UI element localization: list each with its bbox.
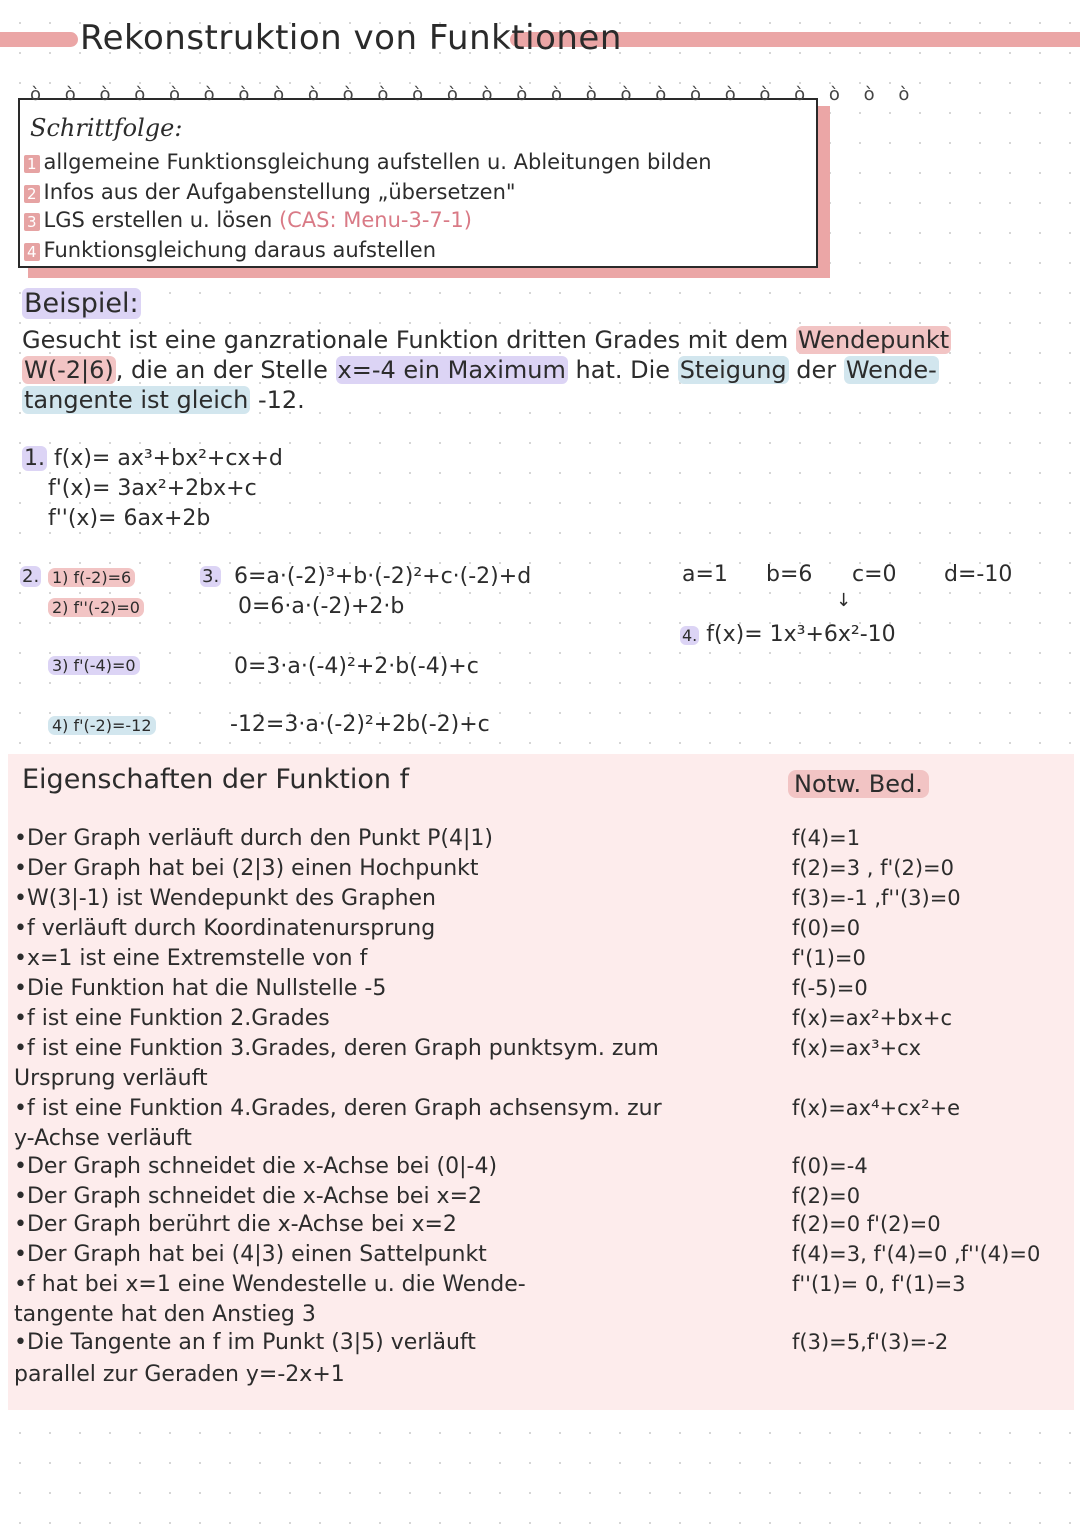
equation-1: 6=a·(-2)³+b·(-2)²+c·(-2)+d — [234, 564, 532, 589]
property-condition: f(0)=0 — [792, 916, 861, 940]
property-text: Ursprung verläuft — [14, 1066, 208, 1091]
step-1: 1 allgemeine Funktionsgleichung aufstellen u. Ableitungen bilden — [24, 150, 712, 174]
property-condition: f(3)=5,f'(3)=-2 — [792, 1330, 949, 1354]
property-text: •f ist eine Funktion 3.Grades, deren Graph punktsym. zum — [14, 1036, 659, 1061]
property-condition: f(2)=3 , f'(2)=0 — [792, 856, 954, 880]
solution-d: d=-10 — [944, 562, 1013, 587]
step-2-label: 2. — [22, 566, 40, 587]
property-condition: f(2)=0 f'(2)=0 — [792, 1212, 941, 1236]
first-derivative: f'(x)= 3ax²+2bx+c — [48, 476, 257, 501]
solution-a: a=1 — [682, 562, 728, 587]
property-condition: f''(1)= 0, f'(1)=3 — [792, 1272, 966, 1296]
condition-4: 4) f'(-2)=-12 — [48, 716, 156, 735]
condition-2: 2) f''(-2)=0 — [48, 598, 144, 617]
property-text: •Die Tangente an f im Punkt (3|5) verläuft — [14, 1330, 476, 1355]
function-general: 1. f(x)= ax³+bx²+cx+d — [24, 446, 283, 471]
property-text: •f ist eine Funktion 4.Grades, deren Graph achsensym. zur — [14, 1096, 662, 1121]
solution-b: b=6 — [766, 562, 813, 587]
property-text: parallel zur Geraden y=-2x+1 — [14, 1362, 345, 1387]
property-text: •Der Graph berührt die x-Achse bei x=2 — [14, 1212, 457, 1237]
equation-3: 0=3·a·(-4)²+2·b(-4)+c — [234, 654, 479, 679]
equation-4: -12=3·a·(-2)²+2b(-2)+c — [230, 712, 490, 737]
property-text: •Der Graph hat bei (4|3) einen Sattelpunkt — [14, 1242, 487, 1267]
arrow-down-icon: ↓ — [836, 590, 852, 611]
property-condition: f(x)=ax³+cx — [792, 1036, 922, 1060]
step-4: 4 Funktionsgleichung daraus aufstellen — [24, 238, 436, 262]
example-line-2: W(-2|6), die an der Stelle x=-4 ein Maximum hat. Die Steigung der Wende- — [24, 356, 937, 384]
condition-3: 3) f'(-4)=0 — [48, 656, 140, 675]
step-3-label: 3. — [202, 566, 220, 587]
property-text: •Der Graph verläuft durch den Punkt P(4|1) — [14, 826, 493, 851]
property-condition: f(3)=-1 ,f''(3)=0 — [792, 886, 961, 910]
steps-heading: Schrittfolge: — [30, 114, 183, 142]
page-title: Rekonstruktion von Funktionen — [80, 18, 622, 58]
property-text: •f ist eine Funktion 2.Grades — [14, 1006, 330, 1031]
example-line-3: tangente ist gleich -12. — [24, 386, 305, 414]
solution-c: c=0 — [852, 562, 897, 587]
property-text: •Der Graph schneidet die x-Achse bei (0|-4) — [14, 1154, 498, 1179]
property-condition: f(x)=ax²+bx+c — [792, 1006, 953, 1030]
property-condition: f(0)=-4 — [792, 1154, 868, 1178]
property-condition: f(4)=3, f'(4)=0 ,f''(4)=0 — [792, 1242, 1041, 1266]
step-3: 3 LGS erstellen u. lösen (CAS: Menu-3-7-1) — [24, 208, 472, 232]
condition-1: 1) f(-2)=6 — [48, 568, 135, 587]
equation-2: 0=6·a·(-2)+2·b — [238, 594, 405, 619]
example-line-1: Gesucht ist eine ganzrationale Funktion dritten Grades mit dem Wendepunkt — [22, 326, 950, 354]
property-condition: f(-5)=0 — [792, 976, 868, 1000]
property-condition: f(4)=1 — [792, 826, 861, 850]
necessary-conditions-heading: Notw. Bed. — [788, 770, 929, 798]
spiral-rings: ò ò ò ò ò ò ò ò ò ò ò ò ò ò ò ò ò ò ò ò ò ò ò ò ò ò — [30, 84, 919, 105]
cas-hint: (CAS: Menu-3-7-1) — [278, 208, 472, 232]
property-text: y-Achse verläuft — [14, 1126, 192, 1151]
property-text: tangente hat den Anstieg 3 — [14, 1302, 316, 1327]
property-text: •f verläuft durch Koordinatenursprung — [14, 916, 436, 941]
property-condition: f'(1)=0 — [792, 946, 866, 970]
property-text: •f hat bei x=1 eine Wendestelle u. die Wende- — [14, 1272, 526, 1297]
step-2: 2 Infos aus der Aufgabenstellung „übersetzen" — [24, 180, 516, 204]
second-derivative: f''(x)= 6ax+2b — [48, 506, 211, 531]
property-condition: f(2)=0 — [792, 1184, 861, 1208]
property-text: •x=1 ist eine Extremstelle von f — [14, 946, 368, 971]
properties-heading: Eigenschaften der Funktion f — [22, 764, 410, 795]
property-text: •Die Funktion hat die Nullstelle -5 — [14, 976, 387, 1001]
result-function: 4. f(x)= 1x³+6x²-10 — [682, 622, 896, 647]
property-condition: f(x)=ax⁴+cx²+e — [792, 1096, 961, 1120]
property-text: •Der Graph hat bei (2|3) einen Hochpunkt — [14, 856, 479, 881]
title-decoration-left — [0, 32, 78, 47]
property-text: •W(3|-1) ist Wendepunkt des Graphen — [14, 886, 436, 911]
example-heading: Beispiel: — [24, 288, 139, 319]
property-text: •Der Graph schneidet die x-Achse bei x=2 — [14, 1184, 483, 1209]
